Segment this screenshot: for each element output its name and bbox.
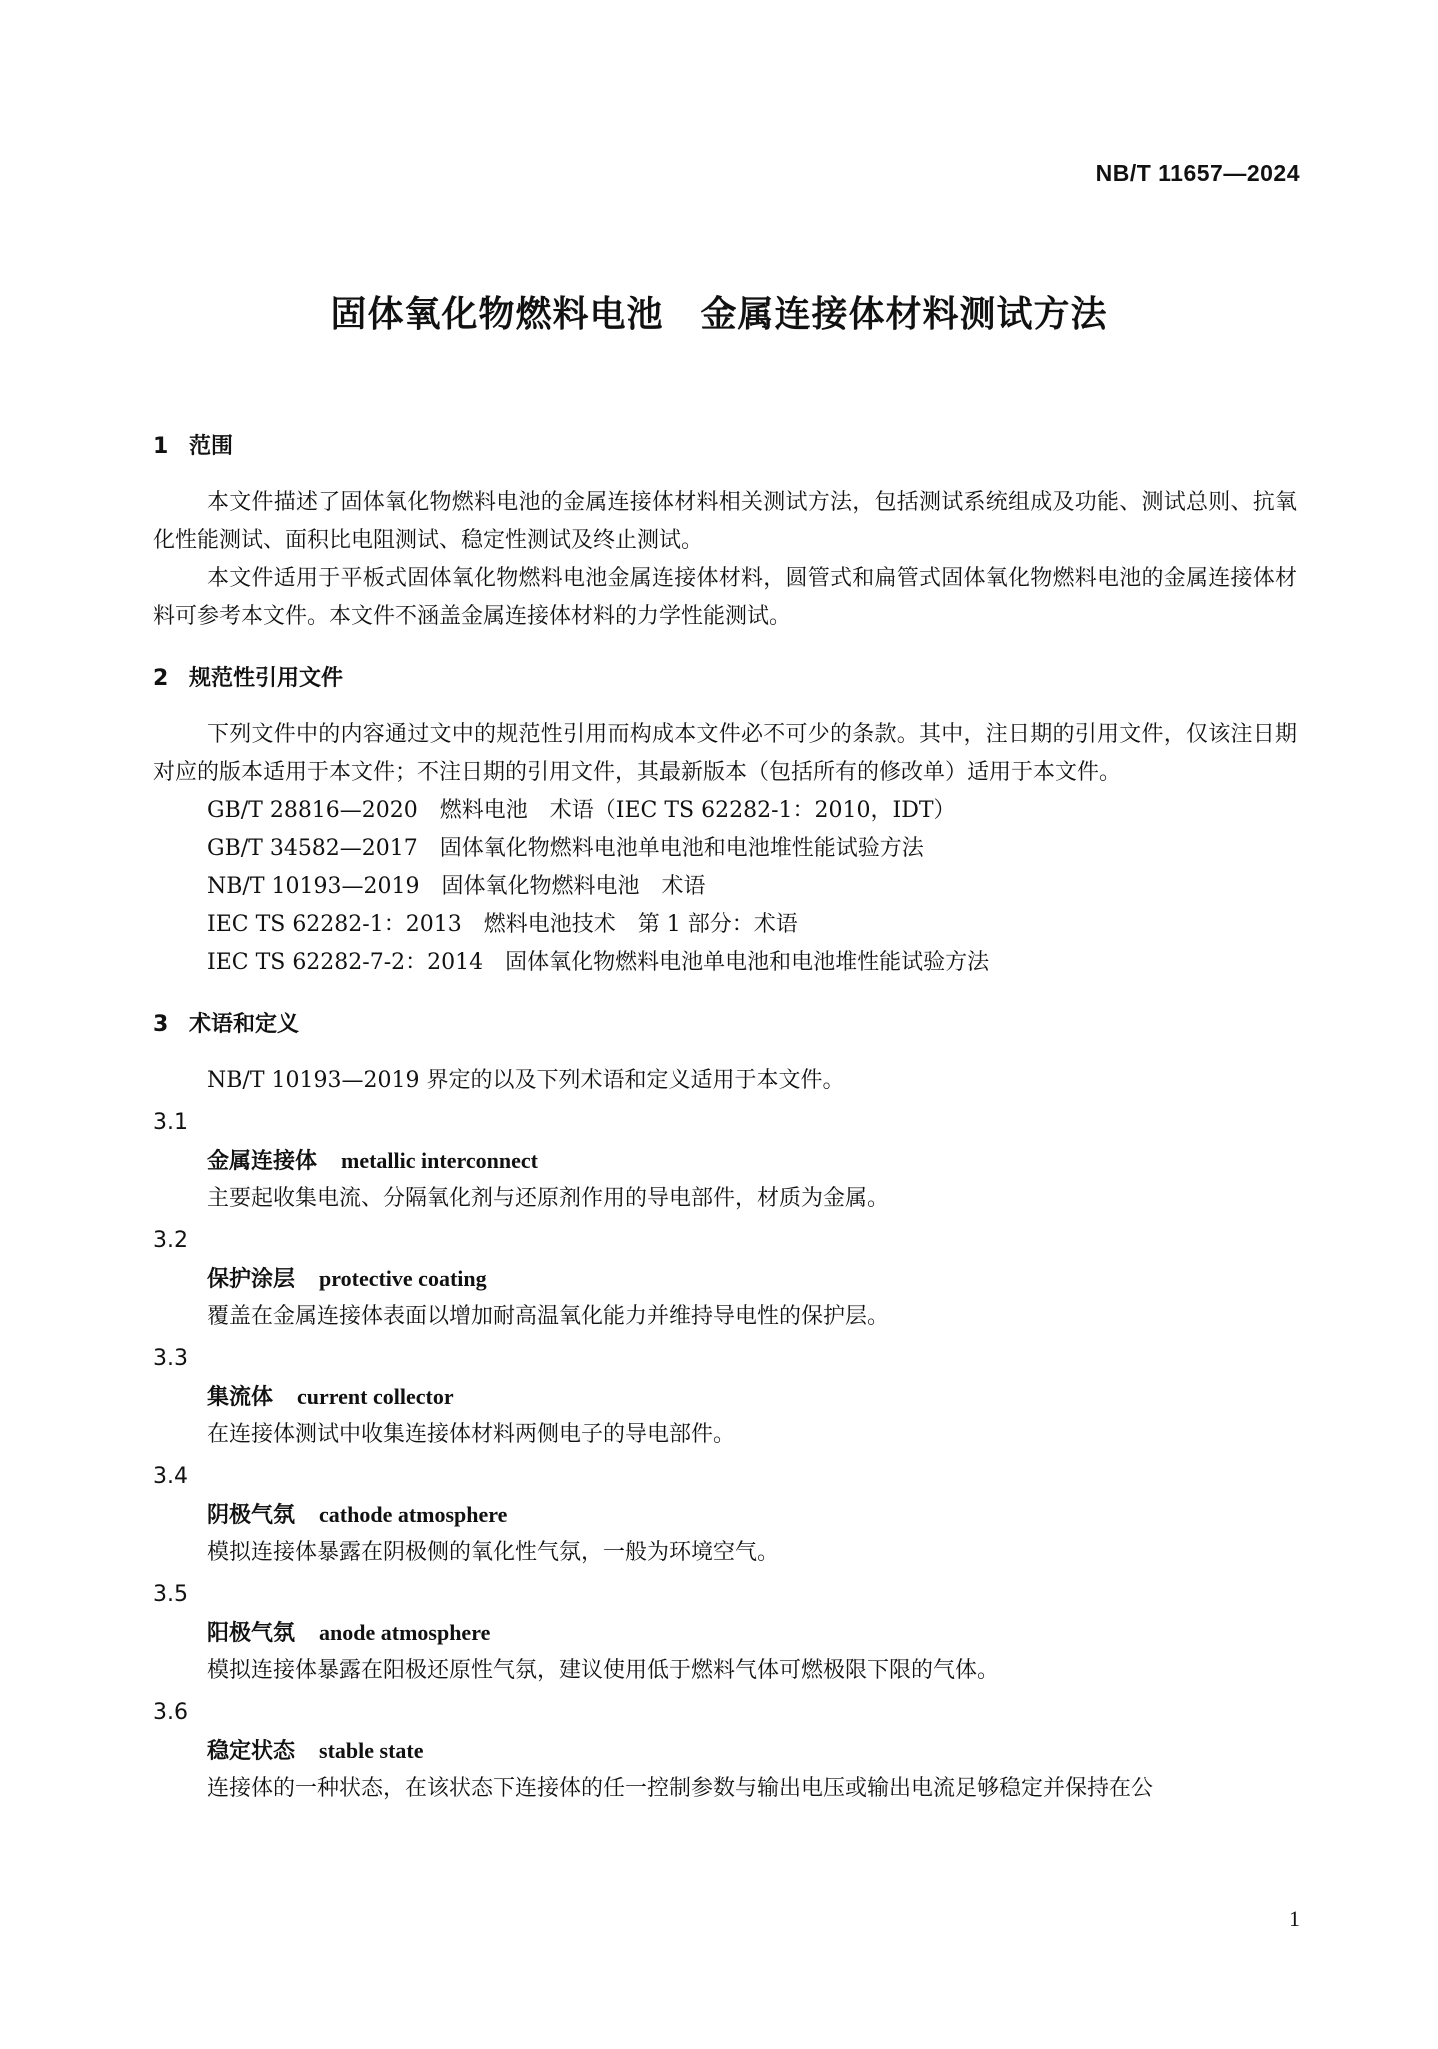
term-entry [153, 1340, 1297, 1454]
reference-item: IEC TS 62282-7-2：2014 固体氧化物燃料电池单电池和电池堆性能试验方法 [207, 950, 990, 975]
term-definition: 主要起收集电流、分隔氧化剂与还原剂作用的导电部件，材质为金属。 [207, 1186, 890, 1211]
reference-item: IEC TS 62282-1：2013 燃料电池技术 第 1 部分：术语 [207, 912, 798, 937]
term-entry [153, 1104, 1297, 1218]
term-name-zh: 稳定状态 [207, 1738, 296, 1764]
reference-item: GB/T 28816—2020 燃料电池 术语（IEC TS 62282-1：2010，IDT） [207, 798, 956, 823]
term-name-en: metallic interconnect [341, 1148, 538, 1173]
term-name-en: protective coating [319, 1266, 487, 1291]
section-title: 术语和定义 [189, 1012, 300, 1037]
term-name-zh: 阳极气氛 [207, 1620, 296, 1646]
term-definition: 覆盖在金属连接体表面以增加耐高温氧化能力并维持导电性的保护层。 [207, 1304, 890, 1329]
section-heading-scope [153, 428, 1297, 466]
reference-item: GB/T 34582—2017 固体氧化物燃料电池单电池和电池堆性能试验方法 [207, 836, 924, 861]
term-name [153, 1732, 1297, 1770]
scope-paragraph: 本文件适用于平板式固体氧化物燃料电池金属连接体材料，圆管式和扁管式固体氧化物燃料电池的金属连接体材料可参考本文件。本文件不涵盖金属连接体材料的力学性能测试。 [153, 566, 1297, 629]
term-name [153, 1378, 1297, 1416]
term-definition: 连接体的一种状态，在该状态下连接体的任一控制参数与输出电压或输出电流足够稳定并保持在公 [207, 1776, 1154, 1801]
term-name-zh: 保护涂层 [207, 1266, 296, 1292]
section-title: 范围 [189, 434, 234, 459]
term-number: 3.4 [153, 1464, 188, 1489]
term-name-zh: 金属连接体 [207, 1148, 318, 1174]
term-name-en: current collector [297, 1384, 454, 1409]
normative-refs-intro: 下列文件中的内容通过文中的规范性引用而构成本文件必不可少的条款。其中，注日期的引用文件，仅该注日期对应的版本适用于本文件；不注日期的引用文件，其最新版本（包括所有的修改单）适用于本文件。 [153, 722, 1297, 785]
term-name [153, 1260, 1297, 1298]
term-number: 3.6 [153, 1700, 188, 1725]
term-number: 3.1 [153, 1110, 188, 1135]
term-name-zh: 集流体 [207, 1384, 274, 1410]
term-name [153, 1496, 1297, 1534]
term-number: 3.5 [153, 1582, 188, 1607]
term-entry [153, 1458, 1297, 1572]
term-definition: 模拟连接体暴露在阳极还原性气氛，建议使用低于燃料气体可燃极限下限的气体。 [207, 1658, 1000, 1683]
term-number: 3.2 [153, 1228, 188, 1253]
term-name-zh: 阴极气氛 [207, 1502, 296, 1528]
terms-intro: NB/T 10193—2019 界定的以及下列术语和定义适用于本文件。 [207, 1068, 845, 1093]
term-name-en: stable state [319, 1738, 424, 1763]
term-name-en: anode atmosphere [319, 1620, 491, 1645]
section-heading-terms [153, 1006, 1297, 1044]
section-number: 2 [153, 666, 169, 691]
section-heading-normative-refs [153, 660, 1297, 698]
section-title: 规范性引用文件 [189, 666, 344, 691]
term-entry [153, 1222, 1297, 1336]
section-number: 1 [153, 434, 169, 459]
term-number: 3.3 [153, 1346, 188, 1371]
term-name [153, 1142, 1297, 1180]
page-number: 1 [1289, 1906, 1300, 1931]
term-name-en: cathode atmosphere [319, 1502, 508, 1527]
document-title: 固体氧化物燃料电池 金属连接体材料测试方法 [330, 294, 1108, 335]
term-entry [153, 1576, 1297, 1690]
section-number: 3 [153, 1012, 169, 1037]
term-definition: 在连接体测试中收集连接体材料两侧电子的导电部件。 [207, 1422, 736, 1447]
standard-number: NB/T 11657—2024 [1095, 160, 1300, 186]
document-body [153, 428, 1297, 1808]
term-name [153, 1614, 1297, 1652]
term-entry [153, 1694, 1297, 1808]
scope-paragraph: 本文件描述了固体氧化物燃料电池的金属连接体材料相关测试方法，包括测试系统组成及功能、测试总则、抗氧化性能测试、面积比电阻测试、稳定性测试及终止测试。 [153, 490, 1297, 553]
term-definition: 模拟连接体暴露在阴极侧的氧化性气氛，一般为环境空气。 [207, 1540, 780, 1565]
reference-item: NB/T 10193—2019 固体氧化物燃料电池 术语 [207, 874, 706, 899]
